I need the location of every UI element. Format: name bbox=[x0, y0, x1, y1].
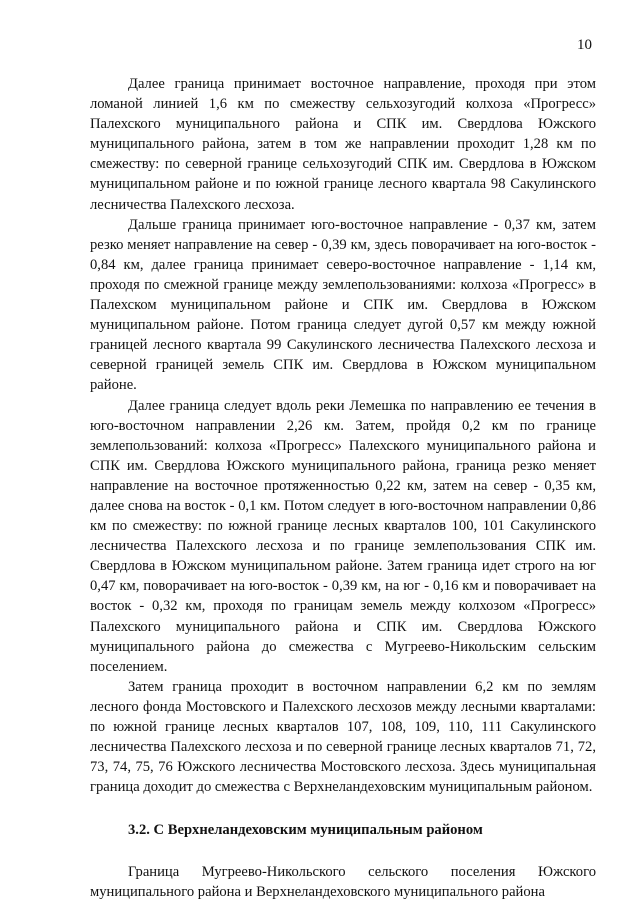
paragraph-section-intro: Граница Мугреево-Никольского сельского поселения Южского муниципального района и Верхнеландеховского муниципального района bbox=[90, 864, 596, 901]
paragraph-forest-fund: Затем граница проходит в восточном направлении 6,2 км по землям лесного фонда Мостовского и Палехского лесхозов между лесными кварталами: по южной границе лесных кварталов 107, 108, 109, 110, 111 Сакулинского лесничества Палехского лесхоза и по северной границе лесных кварталов 71, 72, 73, 74, 75, 76 Южского лесничества Мостовского лесхоза. Здесь муниципальная граница доходит до смежества с Верхнеландеховским муниципальным районом. bbox=[90, 678, 596, 796]
paragraph-boundary-southeast: Дальше граница принимает юго-восточное направление - 0,37 км, затем резко меняет направление на север - 0,39 км, здесь поворачивает на юго-восток - 0,84 км, далее граница принимает северо-восточное направление - 1,14 км, проходя по смежной границе между землепользованиями: колхоза «Прогресс» в Палехском муниципальном районе и СПК им. Свердлова в Южском муниципальном районе. Потом граница следует дугой 0,57 км между южной границей лесного квартала 99 Сакулинского лесничества Палехского лесхоза и северной границей земель СПК им. Свердлова в Южском муниципальном районе. bbox=[90, 216, 596, 394]
paragraph-boundary-east: Далее граница принимает восточное направление, проходя при этом ломаной линией 1,6 км по смежеству сельхозугодий колхоза «Прогресс» Палехского муниципального района и СПК им. Свердлова Южского муниципального района, затем в том же направлении проходит 1,28 км по смежеству: по северной границе сельхозугодий СПК им. Свердлова в Южском муниципальном районе и по южной границе лесного квартала 98 Сакулинского лесничества Палехского лесхоза. bbox=[90, 76, 596, 213]
section-heading: 3.2. С Верхнеландеховским муниципальным районом bbox=[128, 822, 483, 839]
document-body bbox=[90, 74, 596, 903]
paragraph-lemeshka-river: Далее граница следует вдоль реки Лемешка по направлению ее течения в юго-восточном направлении 2,26 км. Затем, пройдя 0,2 км по границе землепользований: колхоза «Прогресс» Палехского муниципального района и СПК им. Свердлова Южского муниципального района, граница резко меняет направление на восточное протяженностью 0,22 км, затем на север - 0,35 км, далее снова на восток - 0,1 км. Потом следует в юго-восточном направлении 0,86 км по смежеству: по южной границе лесных кварталов 100, 101 Сакулинского лесничества Палехского лесхоза и по границе землепользования СПК им. Свердлова в Южском муниципальном районе. Затем граница идет строго на юг 0,47 км, поворачивает на юго-восток - 0,39 км, на юг - 0,16 км и поворачивает на восток - 0,32 км, проходя по границам земель между колхозом «Прогресс» Палехского муниципального района и СПК им. Свердлова Южского муниципального района до смежества с Мугреево-Никольским сельским поселением. bbox=[90, 397, 596, 675]
page-number: 10 bbox=[577, 37, 592, 53]
